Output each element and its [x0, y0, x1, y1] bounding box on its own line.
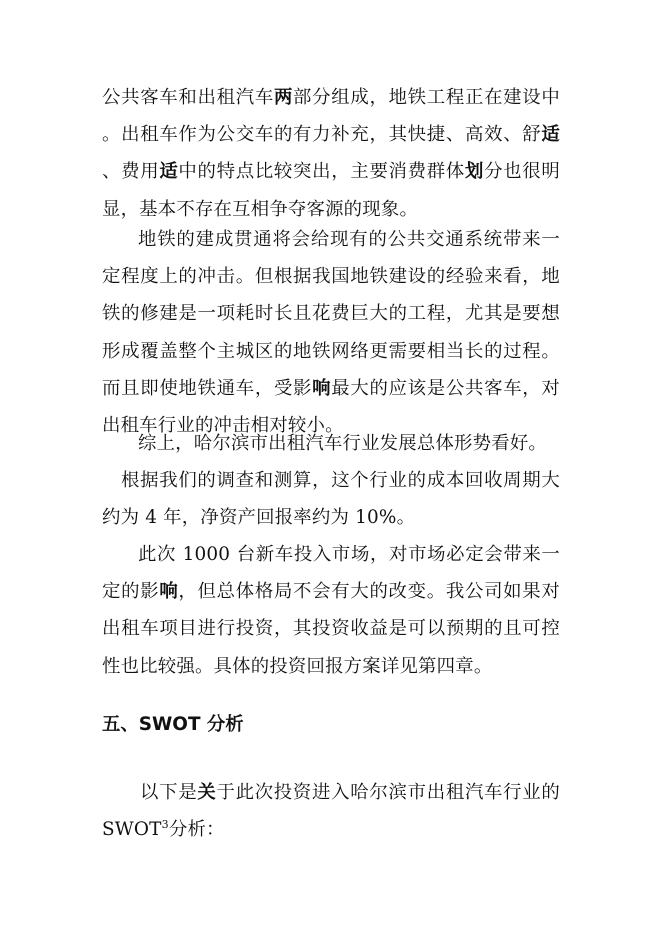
text-run: 、费用 — [102, 161, 160, 183]
paragraph-public-transport — [102, 79, 560, 228]
section-heading-swot: 五、SWOT 分析 — [102, 714, 244, 735]
text-run: 此次 1000 台新车投入市场，对市场必定会带来一定的影 — [102, 544, 560, 603]
bold-char: 响 — [312, 377, 332, 399]
text-run: 于此次投资进入哈尔滨市出租汽车行业的 SWOT — [102, 782, 560, 841]
text-run: 公共客车和出租汽车 — [102, 87, 274, 108]
bold-char: 关 — [197, 782, 217, 803]
paragraph-payback: 根据我们的调查和测算，这个行业的成本回收周期大约为 4 年，净资产回报率约为 10%。 — [102, 470, 560, 529]
bold-char: 适 — [541, 124, 560, 146]
text-run: 分也很明显，基本不存在互相争夺客源的现象。 — [102, 161, 560, 220]
paragraph-subway-impact — [102, 221, 560, 444]
text-run: ，但总体格局不会有大的改变。我公司如果对出租车项目进行投资，其投资收益是可以预期的且可控性也比较强。具体的投资回报方案详见第四章。 — [102, 581, 560, 677]
paragraph-new-cars — [102, 536, 560, 685]
text-run: 中的特点比较突出，主要消费群体 — [178, 161, 465, 183]
bold-char: 两 — [273, 87, 294, 108]
text-run: 分析： — [168, 819, 225, 841]
bold-char: 适 — [159, 161, 179, 183]
footnote-marker[interactable]: 3 — [161, 818, 169, 832]
text-run: 地铁的建成贯通将会给现有的公共交通系统带来一定程度上的冲击。但根据我国地铁建设的经验来看，地铁的修建是一项耗时长且花费巨大的工程，尤其是要想形成覆盖整个主城区的地铁网络更需要相当长的过程。而且即使地铁通车，受影 — [102, 229, 560, 399]
text-run: 部分组成，地铁工程正在建设中。出租车作为公交车的有力补充，其快捷、高效、舒 — [102, 87, 560, 146]
bold-char: 响 — [159, 581, 179, 603]
text-run: 以下是 — [140, 782, 198, 803]
bold-char: 划 — [464, 161, 485, 183]
paragraph-summary: 综上，哈尔滨市出租汽车行业发展总体形势看好。 — [138, 433, 547, 454]
text-run: 最大的应该是公共客车，对出租车行业的冲击相对较小。 — [102, 377, 561, 437]
paragraph-swot-intro — [102, 774, 560, 848]
